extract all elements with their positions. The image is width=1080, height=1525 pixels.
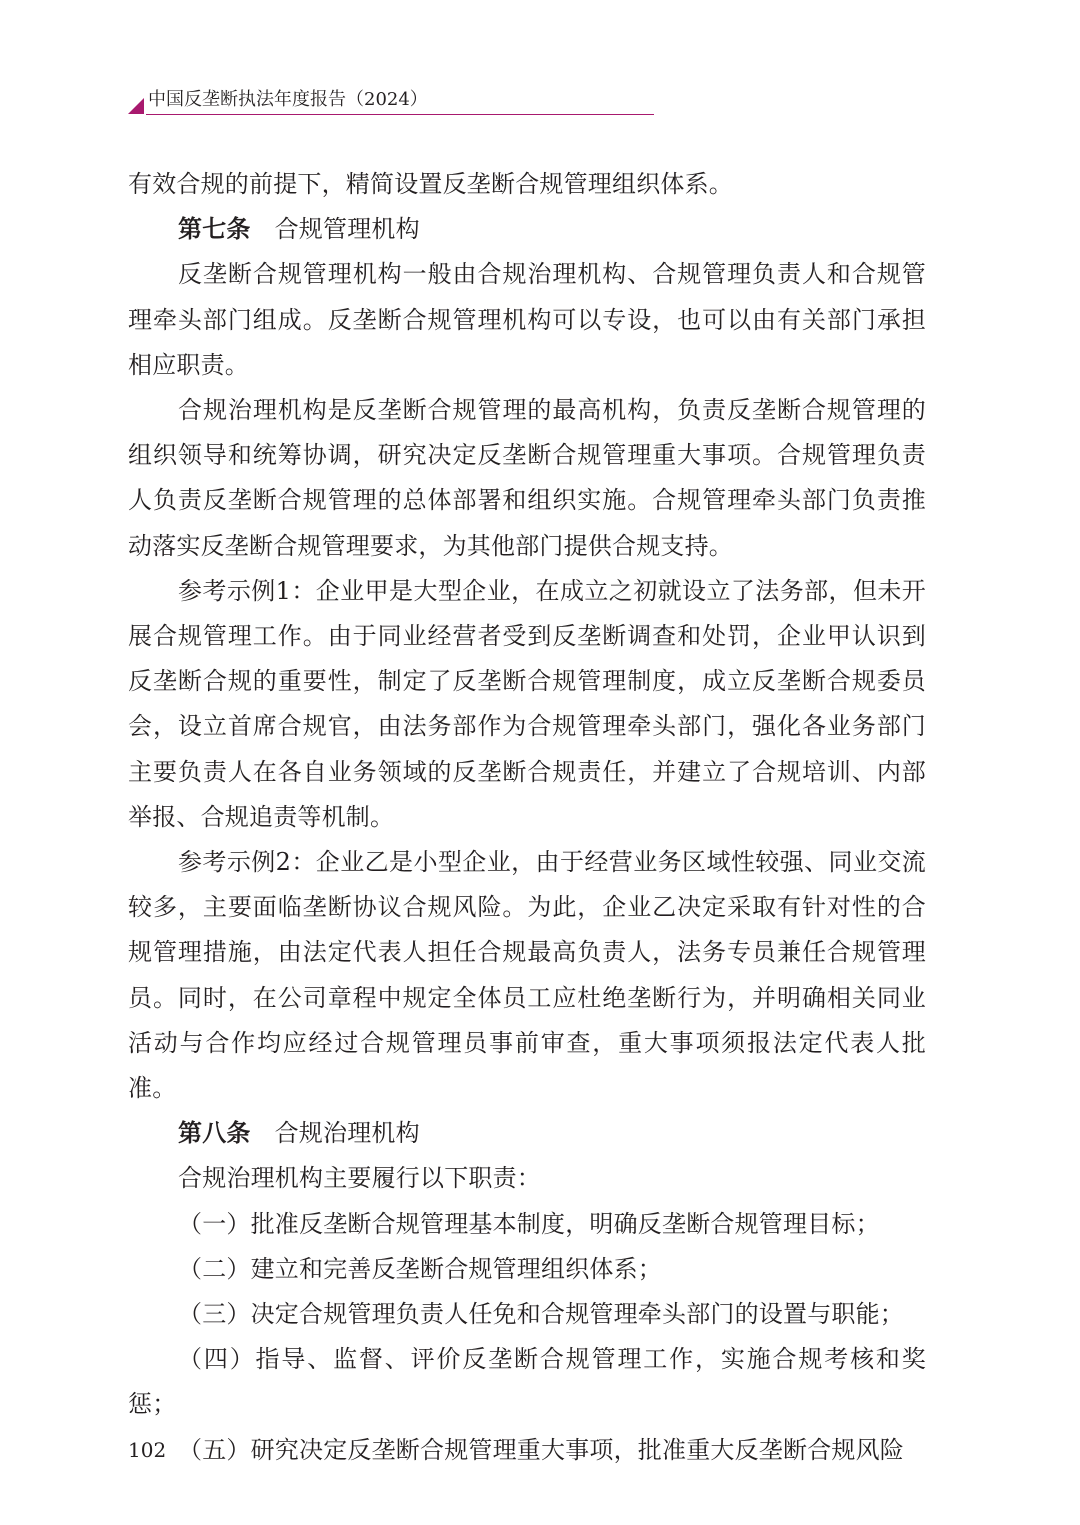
article-7-title: 合规管理机构 <box>274 215 420 244</box>
header-title: 中国反垄断执法年度报告（2024） <box>148 89 428 110</box>
header-triangle-icon <box>128 98 144 114</box>
paragraph: 合规治理机构是反垄断合规管理的最高机构，负责反垄断合规管理的组织领导和统筹协调，研究决定反垄断合规管理重大事项。合规管理负责人负责反垄断合规管理的总体部署和组织实施。合规管理牵头部门负责推动落实反垄断合规管理要求，为其他部门提供合规支持。 <box>128 396 926 560</box>
page-number: 102 <box>128 1438 167 1462</box>
article-8-heading <box>128 1111 926 1156</box>
paragraph-continuation: 有效合规的前提下，精简设置反垄断合规管理组织体系。 <box>128 170 733 198</box>
paragraph: 反垄断合规管理机构一般由合规治理机构、合规管理负责人和合规管理牵头部门组成。反垄断合规管理机构可以专设，也可以由有关部门承担相应职责。 <box>128 260 926 379</box>
list-item: （一）批准反垄断合规管理基本制度，明确反垄断合规管理目标； <box>178 1209 880 1238</box>
list-item: （三）决定合规管理负责人任免和合规管理牵头部门的设置与职能； <box>178 1300 904 1329</box>
body-text <box>128 162 926 1473</box>
example-1-paragraph: 参考示例1：企业甲是大型企业，在成立之初就设立了法务部，但未开展合规管理工作。由于同业经营者受到反垄断调查和处罚，企业甲认识到反垄断合规的重要性，制定了反垄断合规管理制度，成立反垄断合规委员会，设立首席合规官，由法务部作为合规管理牵头部门，强化各业务部门主要负责人在各自业务领域的反垄断合规责任，并建立了合规培训、内部举报、合规追责等机制。 <box>128 576 926 831</box>
paragraph: 合规治理机构主要履行以下职责： <box>178 1164 541 1193</box>
example-2-paragraph: 参考示例2：企业乙是小型企业，由于经营业务区域性较强、同业交流较多，主要面临垄断协议合规风险。为此，企业乙决定采取有针对性的合规管理措施，由法定代表人担任合规最高负责人，法务专员兼任合规管理员。同时，在公司章程中规定全体员工应杜绝垄断行为，并明确相关同业活动与合作均应经过合规管理员事前审查，重大事项须报法定代表人批准。 <box>128 848 926 1103</box>
header-rule <box>146 114 654 115</box>
running-header <box>128 86 654 118</box>
article-7-number: 第七条 <box>178 215 251 244</box>
list-item: （五）研究决定反垄断合规管理重大事项，批准重大反垄断合规风险 <box>178 1435 904 1464</box>
list-item: （二）建立和完善反垄断合规管理组织体系； <box>178 1254 662 1283</box>
article-8-title: 合规治理机构 <box>274 1119 420 1148</box>
article-8-number: 第八条 <box>178 1119 251 1148</box>
article-7-heading <box>128 207 926 252</box>
list-item: （四）指导、监督、评价反垄断合规管理工作，实施合规考核和奖惩； <box>128 1345 926 1419</box>
